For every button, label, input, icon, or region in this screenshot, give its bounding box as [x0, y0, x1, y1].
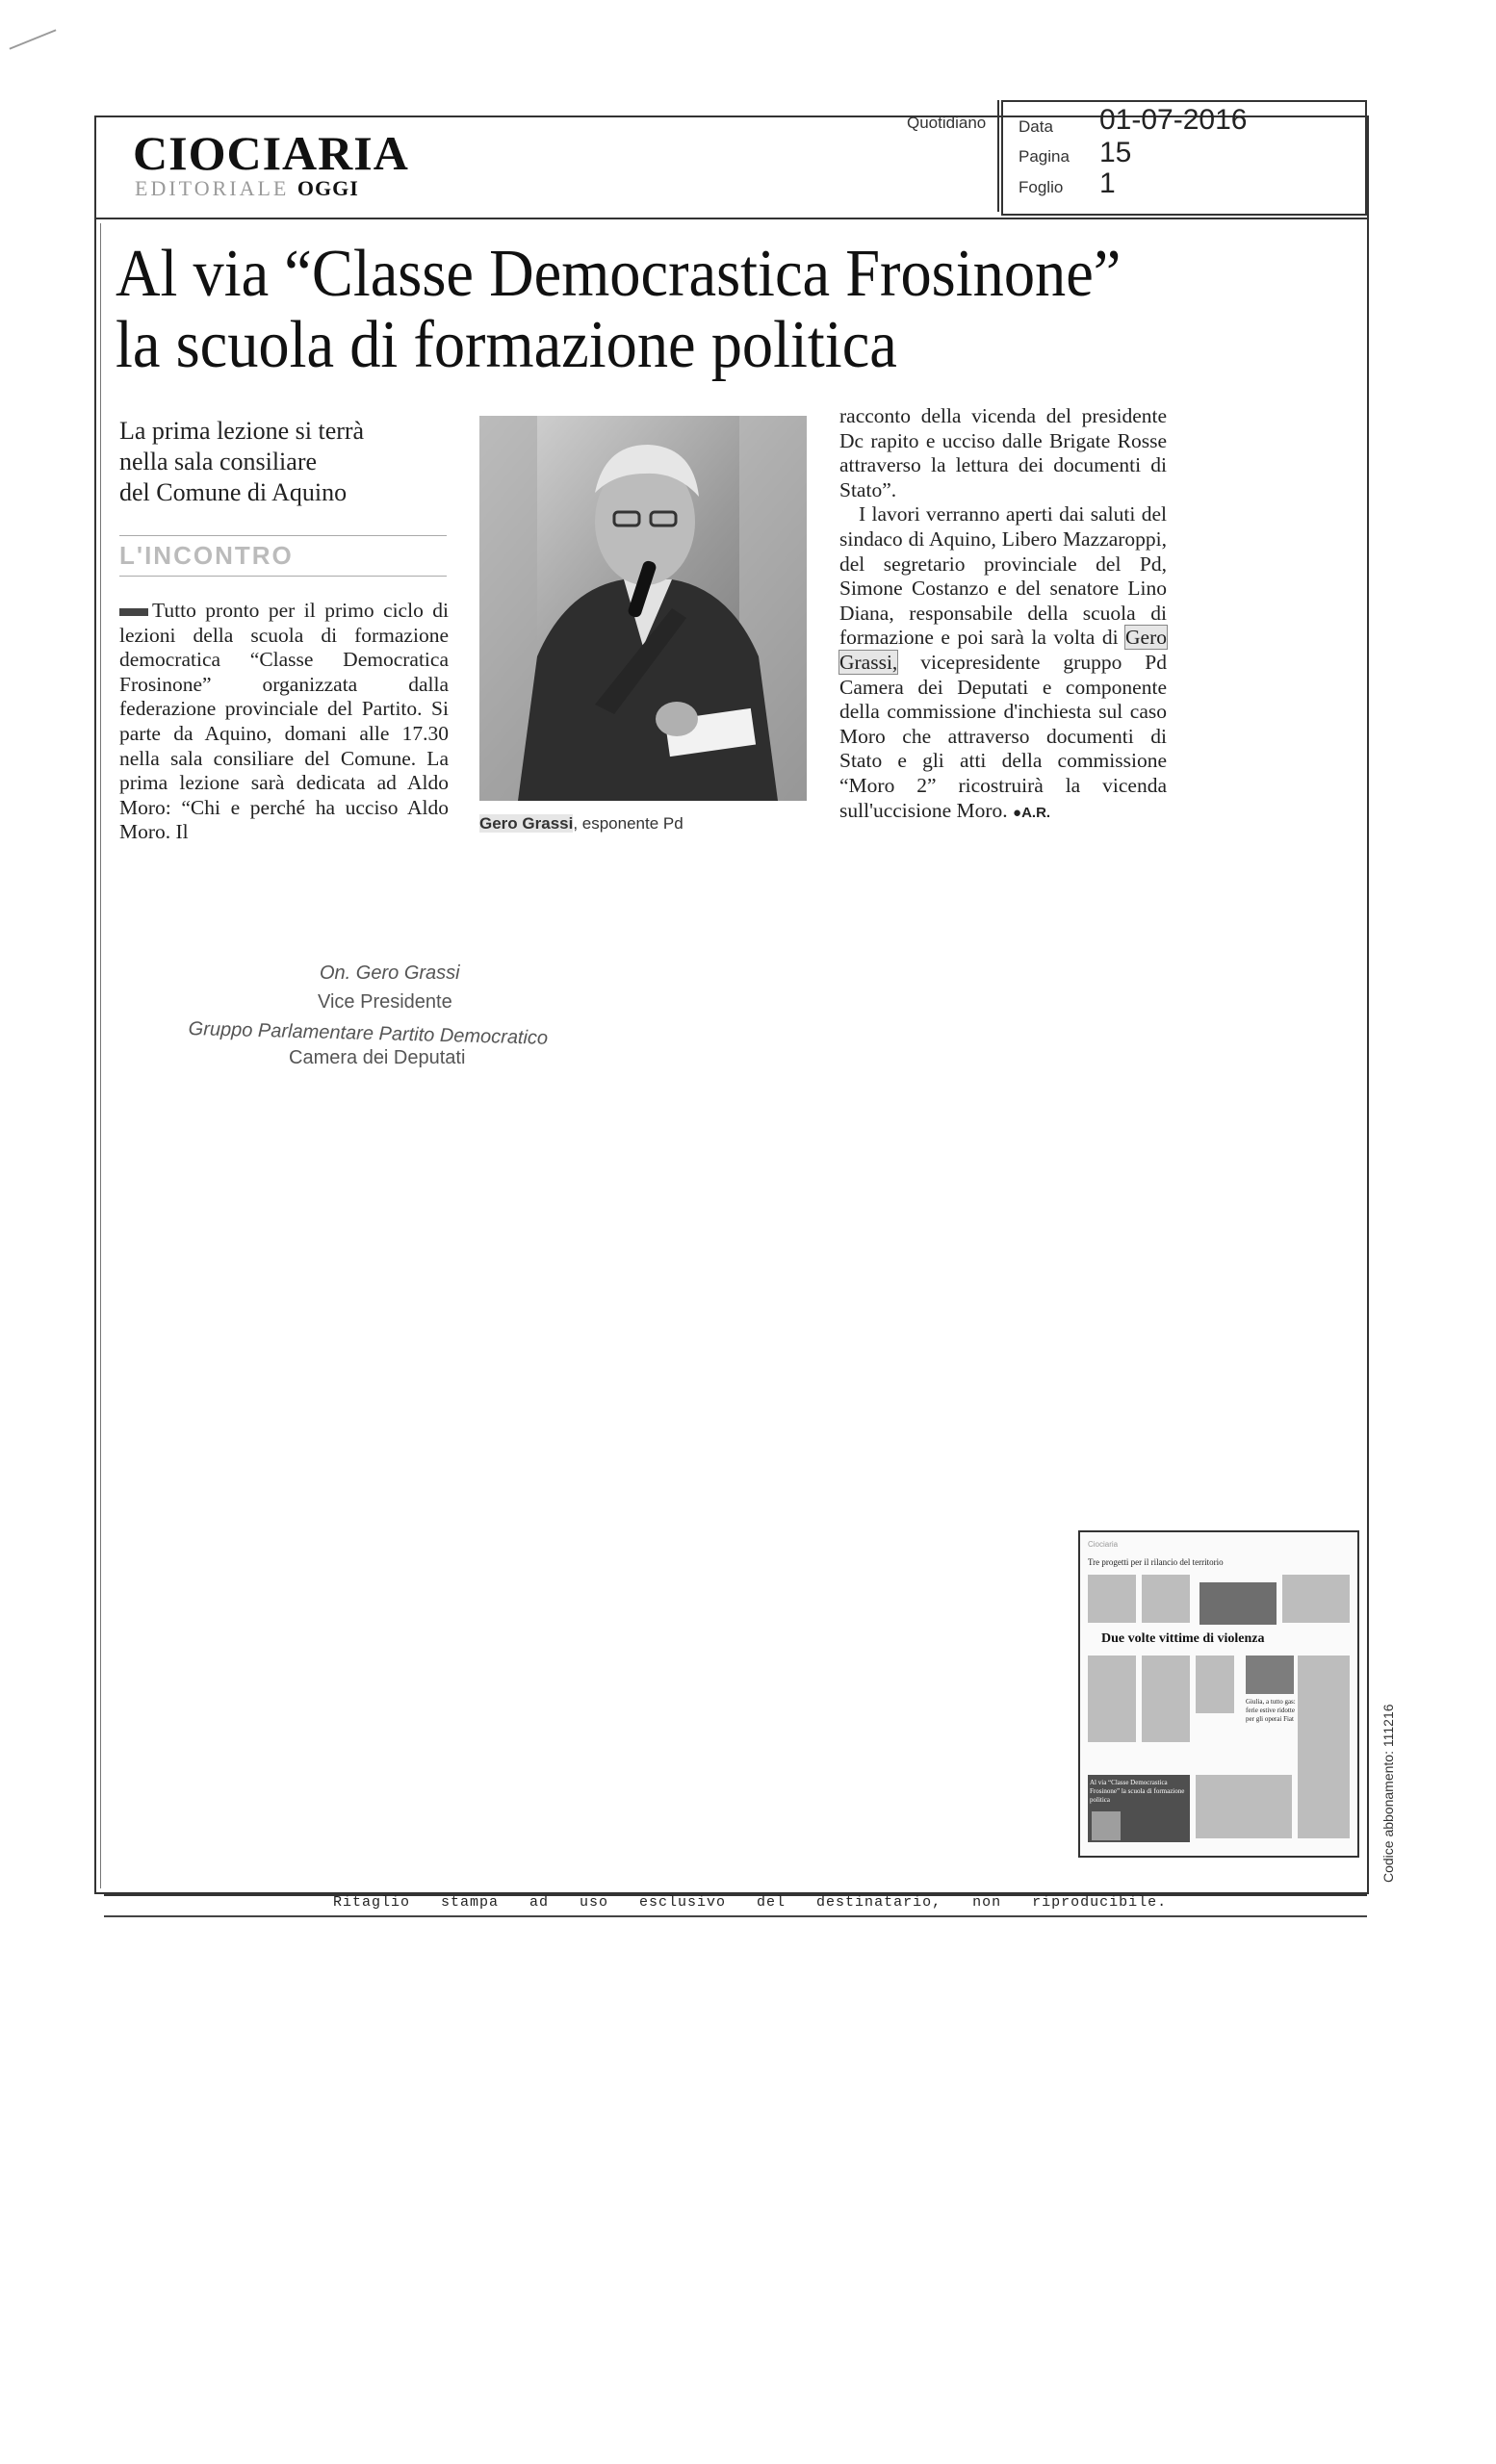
thumb-side-text: Giulia, a tutto gas: ferie estive ridotte per gli operai Fiat — [1246, 1698, 1296, 1723]
section-rule-bottom — [119, 576, 447, 577]
article-summary: La prima lezione si terrà nella sala consiliare del Comune di Aquino — [119, 417, 365, 506]
article-column-1: Tutto pronto per il primo ciclo di lezioni della scuola di formazione democratica “Classe Democratica Frosinone” organizzata dalla federazione provinciale del Partito. Si parte da Aquino, domani alle 17.30 nella sala consiliare del Comune. La prima lezione sarà dedicata ad Aldo Moro: “Chi e perché ha ucciso Aldo Moro. Il — [119, 599, 449, 844]
section-rule-top — [119, 535, 447, 536]
scan-corner-mark — [10, 29, 57, 49]
page-thumbnail — [1078, 1530, 1359, 1858]
thumb-article-label: Al via “Classe Democrastica Frosinone” la scuola di formazione politica — [1090, 1779, 1185, 1804]
stamp-group: Gruppo Parlamentare Partito Democratico — [188, 1018, 549, 1049]
masthead-title: CIOCIARIA — [133, 126, 409, 180]
sheet-label: Foglio — [1019, 178, 1064, 196]
footer-bottom-rule — [104, 1915, 1367, 1917]
stamp-chamber: Camera dei Deputati — [289, 1047, 466, 1068]
meta-separator — [997, 100, 999, 212]
sheet-value: 1 — [1099, 167, 1116, 199]
subscription-code: Codice abbonamento: 111216 — [1380, 1704, 1396, 1883]
highlighted-name: Gero Grassi, — [839, 626, 1167, 674]
thumb-headline-mid: Due volte vittime di violenza — [1101, 1631, 1265, 1646]
article-column-3: racconto della vicenda del presidente Dc rapito e ucciso dalle Brigate Rosse attraverso la lettura dei documenti di Stato”. I lavori verranno aperti dai saluti del sindaco di Aquino, Libero Mazzaroppi, del segretario provinciale del Pd, Simone Costanzo e del senatore Lino Diana, responsabile della scuola di formazione e poi sarà la volta di Gero Grassi, vicepresidente gruppo Pd Camera dei Deputati e componente della commissione d'inchiesta sul caso Moro che attraverso documenti di Stato e gli atti della commissione “Moro 2” ricostruirà la vicenda sull'uccisione Moro. ●A.R. — [839, 404, 1167, 822]
lead-bar-icon — [119, 608, 148, 616]
section-label: L'INCONTRO — [119, 541, 294, 570]
publication-type: Quotidiano — [907, 114, 987, 132]
page-label: Pagina — [1019, 147, 1070, 166]
author-signature: ●A.R. — [1013, 804, 1051, 821]
thumb-header: Ciociaria — [1088, 1540, 1119, 1549]
masthead-subtitle: EDITORIALE OGGI — [135, 176, 359, 200]
date-value: 01-07-2016 — [1099, 104, 1248, 136]
article-photo — [479, 416, 807, 801]
page-value: 15 — [1099, 137, 1132, 168]
photo-caption: Gero Grassi, esponente Pd — [479, 814, 684, 833]
article-headline: Al via “Classe Democrastica Frosinone” la scuola di formazione politica — [116, 237, 1122, 382]
thumb-headline-top: Tre progetti per il rilancio del territorio — [1088, 1557, 1224, 1567]
stamp-role: Vice Presidente — [318, 991, 452, 1013]
footer-notice: Ritaglio stampa ad uso esclusivo del destinatario, non riproducibile. — [333, 1894, 1168, 1911]
stamp-name: On. Gero Grassi — [320, 962, 460, 984]
date-label: Data — [1019, 117, 1053, 136]
thumb-layout — [1080, 1532, 1357, 1856]
